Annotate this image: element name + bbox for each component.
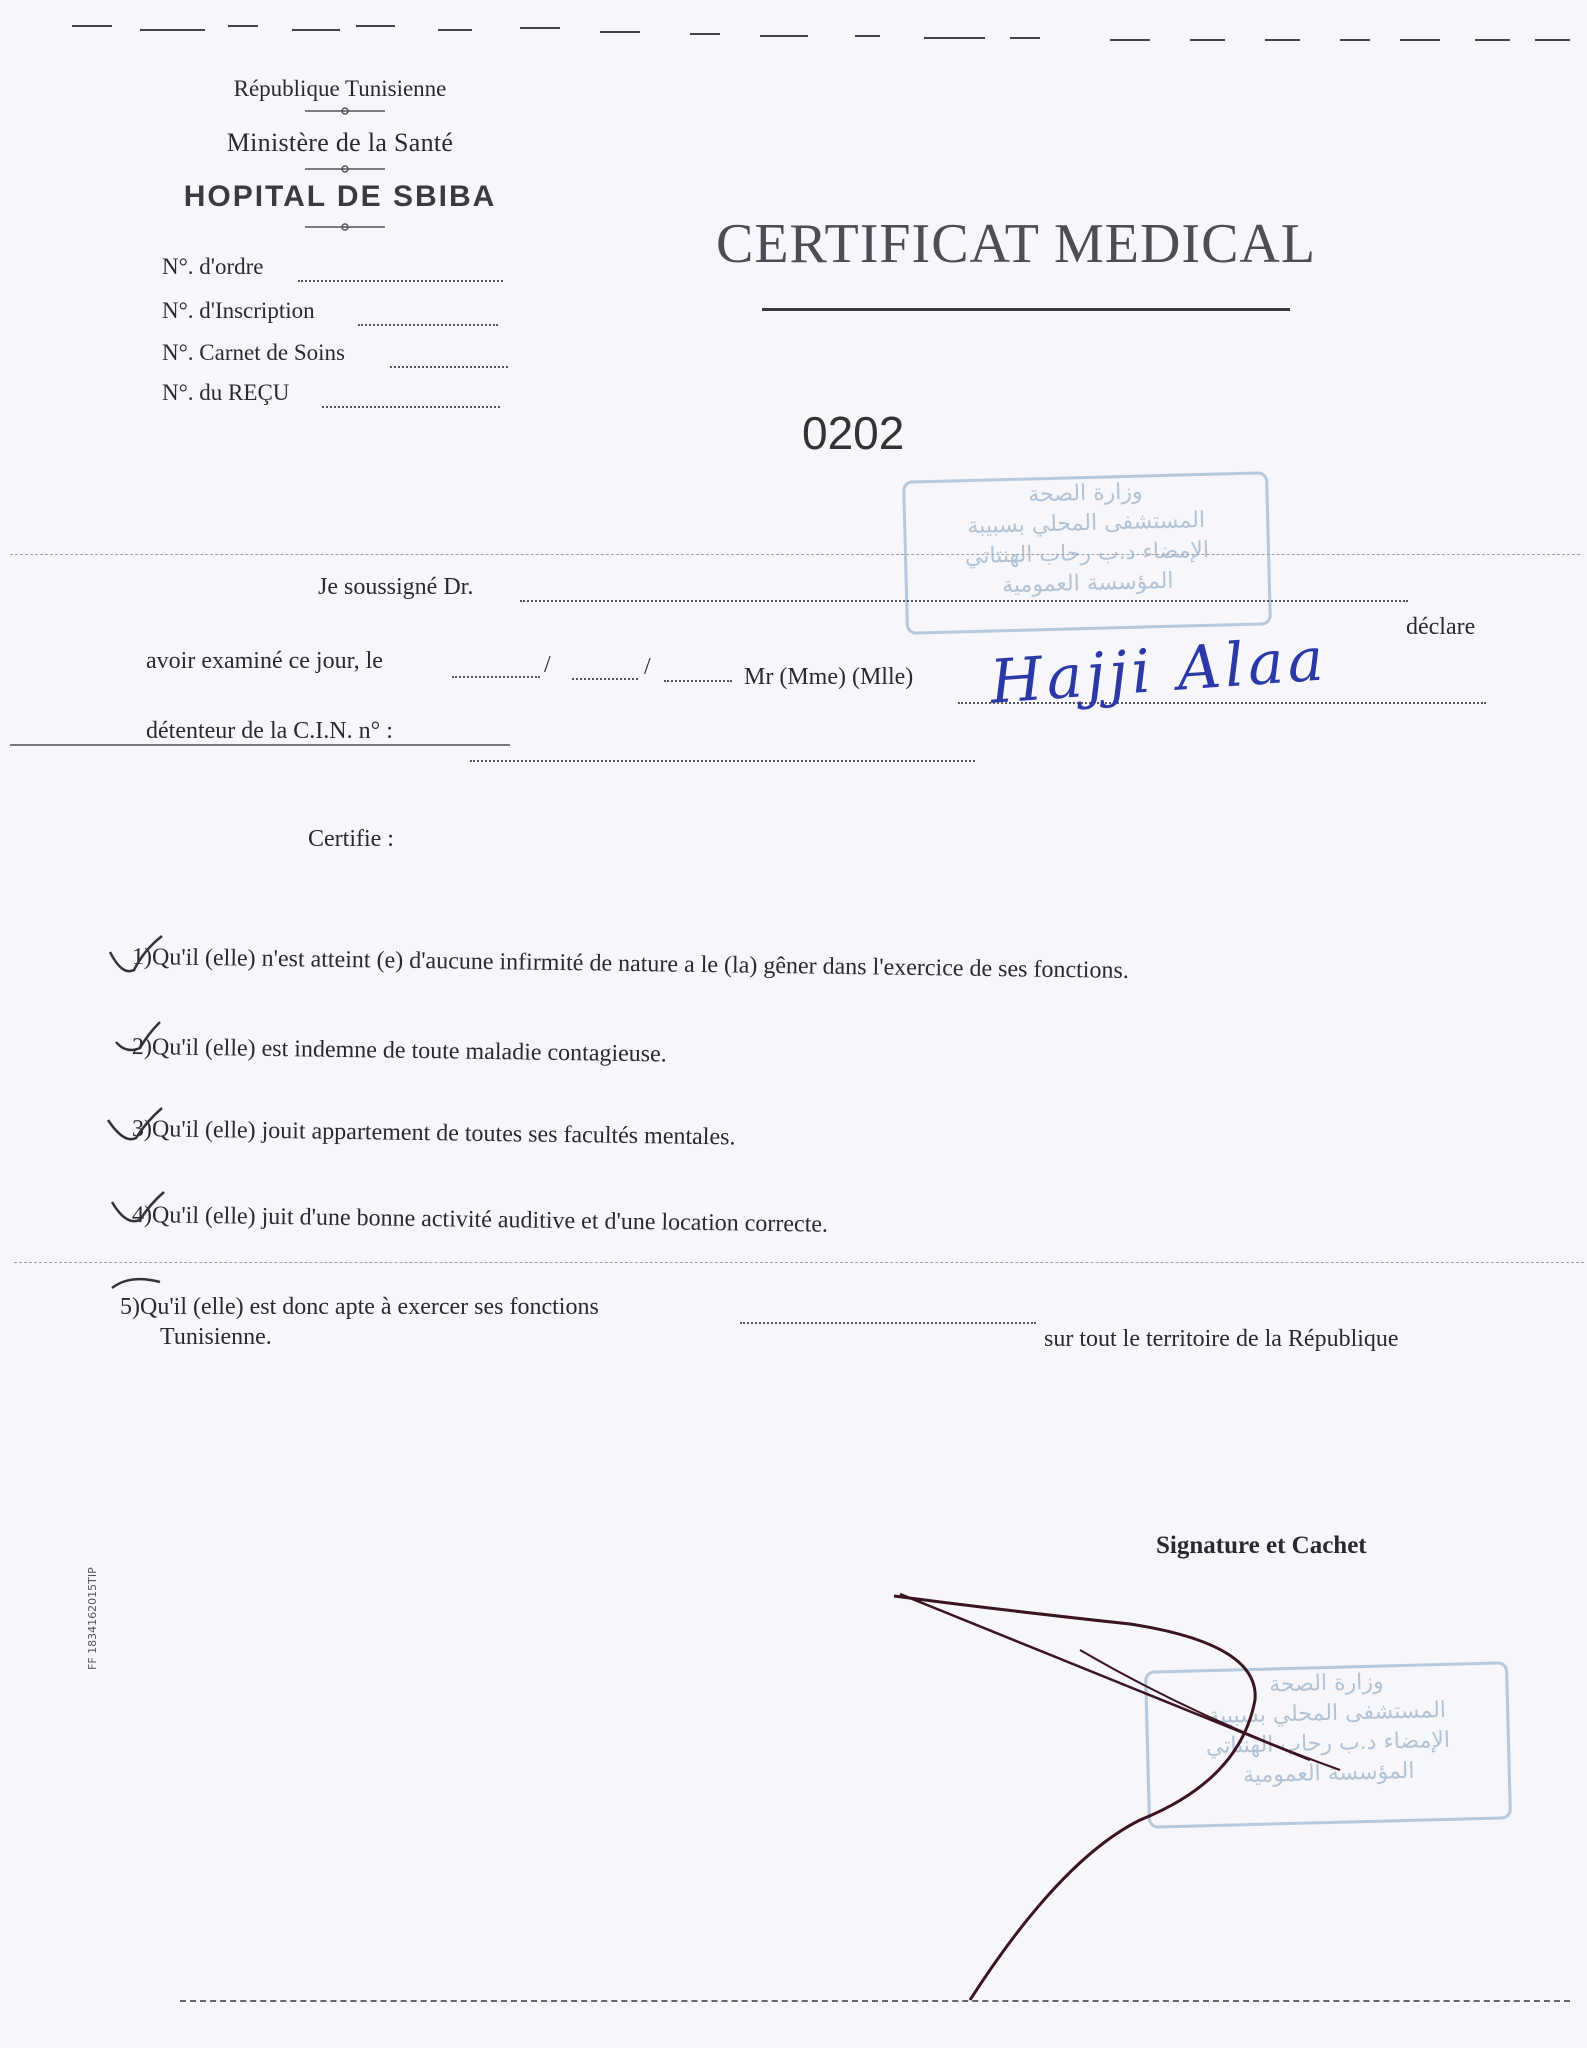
date-year-line[interactable]: [664, 680, 732, 682]
item-text: Qu'il (elle) n'est atteint (e) d'aucune infirmité de nature a le (la) gêner dans l'exercice de ses fonctions.: [151, 944, 1129, 984]
statement-line2-mid: Mr (Mme) (Mlle): [744, 664, 914, 690]
date-month-line[interactable]: [572, 678, 638, 680]
item-5-continuation: Tunisienne.: [160, 1324, 272, 1350]
fonctions-line[interactable]: [740, 1322, 1036, 1324]
check-mark-icon: [116, 1022, 160, 1050]
date-separator: /: [644, 654, 651, 680]
header-ministry: Ministère de la Santé: [226, 128, 454, 157]
certify-item-4: [132, 1202, 828, 1239]
inscription-no-line[interactable]: [358, 324, 498, 326]
fold-line: [10, 554, 1580, 555]
fold-line: [14, 1262, 1584, 1263]
check-marks: [100, 930, 180, 1290]
order-no-line[interactable]: [298, 280, 503, 282]
bottom-perforation: [180, 2000, 1570, 2002]
statement-line3-prefix: détenteur de la C.I.N. n° :: [146, 718, 393, 744]
doctor-name-line[interactable]: [520, 600, 1408, 602]
official-stamp-top: وزارة الصحة المستشفى المحلي بسبيبة الإمضاء د.ب رحاب الهنتاتي المؤسسة العمومية: [902, 471, 1272, 635]
title-underline: [762, 308, 1290, 311]
certify-item-3: [132, 1116, 736, 1151]
date-day-line[interactable]: [452, 676, 540, 678]
signature-label: Signature et Cachet: [1156, 1532, 1367, 1559]
item-text: Qu'il (elle) juit d'une bonne activité auditive et d'une location correcte.: [151, 1202, 829, 1238]
item-number: 2): [131, 1034, 153, 1061]
certify-item-2: [132, 1034, 667, 1068]
certify-item-1: [132, 944, 1129, 985]
ornament-divider: [305, 164, 385, 174]
item-number: 4): [131, 1202, 153, 1229]
document-title: CERTIFICAT MEDICAL: [716, 213, 1317, 275]
field-inscription-no: N°. d'Inscription: [162, 298, 315, 323]
statement-line1-prefix: Je soussigné Dr.: [318, 574, 474, 600]
item-text: Qu'il (elle) jouit appartement de toutes ses facultés mentales.: [151, 1116, 736, 1151]
side-code: FF 1834162015TIP: [86, 1567, 99, 1670]
ornament-divider: [305, 106, 385, 116]
field-receipt-no: N°. du REÇU: [162, 380, 290, 405]
header-country: République Tunisienne: [233, 76, 447, 101]
header-hospital: HOPITAL DE SBIBA: [183, 180, 497, 213]
item-text: Qu'il (elle) est indemne de toute maladie contagieuse.: [151, 1034, 667, 1068]
statement-line2-prefix: avoir examiné ce jour, le: [146, 648, 383, 674]
date-separator: /: [544, 652, 551, 678]
certify-item-5: [120, 1294, 599, 1321]
cin-number-line[interactable]: [470, 760, 975, 762]
item-number: 1): [131, 944, 153, 971]
statement-line1-suffix: déclare: [1406, 614, 1476, 640]
item-5-suffix: sur tout le territoire de la République: [1044, 1326, 1399, 1352]
check-mark-icon: [112, 1279, 160, 1288]
signature: [880, 1580, 1440, 2020]
field-order-no: N°. d'ordre: [162, 254, 264, 279]
check-mark-icon: [112, 1192, 164, 1221]
top-perforation: [0, 12, 1587, 42]
fold-line: [10, 744, 510, 746]
official-stamp-bottom: وزارة الصحة المستشفى المحلي بسبيبة الإمضاء د.ب رحاب الهنتاتي المؤسسة العمومية: [1144, 1661, 1512, 1828]
certificate-number: 0202: [802, 407, 905, 459]
certifie-label: Certifie :: [308, 826, 394, 852]
item-number: 3): [131, 1116, 153, 1143]
item-text: Qu'il (elle) est donc apte à exercer ses fonctions: [140, 1294, 599, 1320]
check-mark-icon: [110, 936, 162, 971]
check-mark-icon: [108, 1108, 162, 1139]
item-number: 5): [120, 1294, 140, 1320]
patient-name-handwritten: Hajji Alaa: [987, 624, 1330, 718]
care-book-no-line[interactable]: [390, 366, 508, 368]
receipt-no-line[interactable]: [322, 406, 500, 408]
field-care-book-no: N°. Carnet de Soins: [162, 340, 345, 365]
ornament-divider: [305, 222, 385, 232]
